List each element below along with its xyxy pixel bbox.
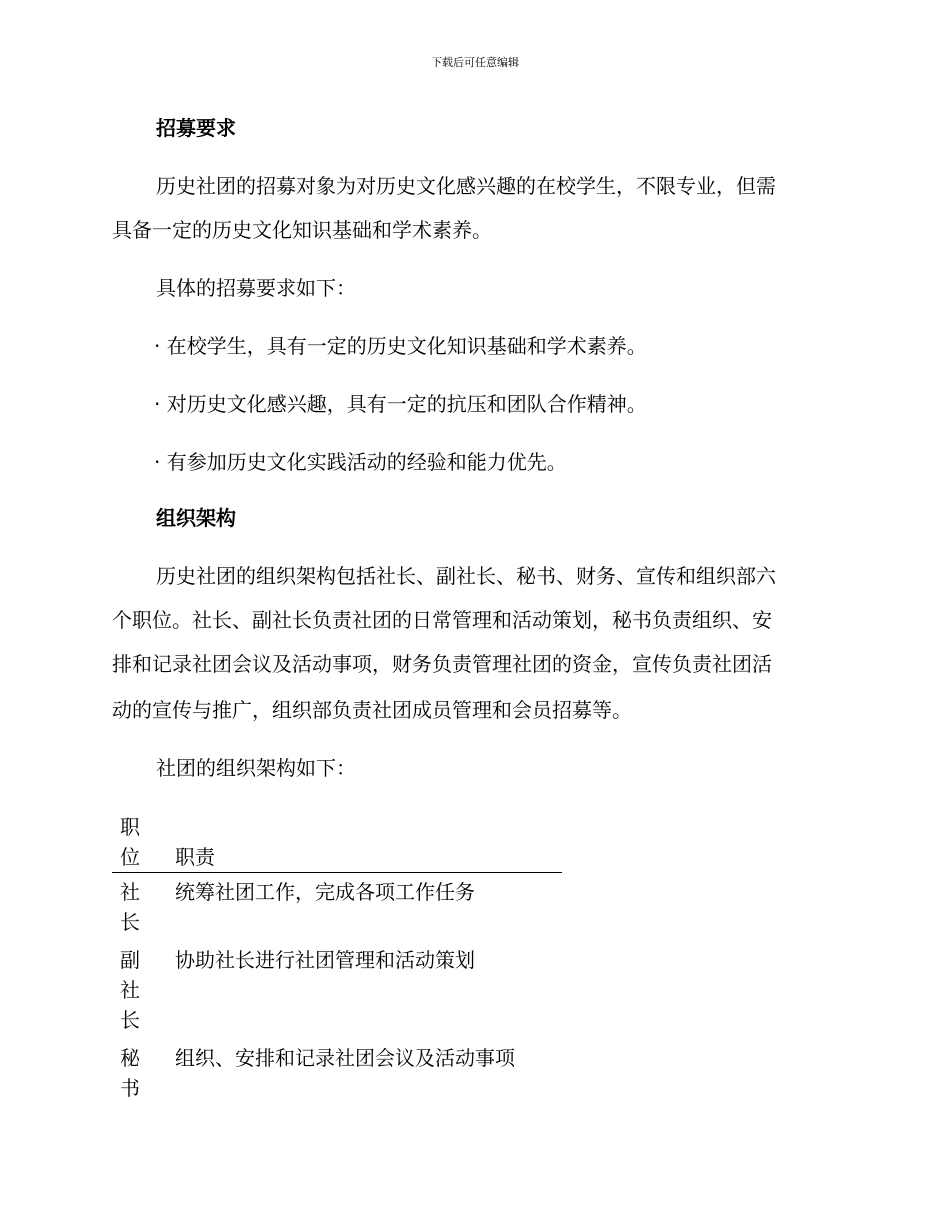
org-lead: 社团的组织架构如下： xyxy=(156,756,356,780)
role-duty: 协助社长进行社团管理和活动策划 xyxy=(175,948,475,972)
role-duty: 统筹社团工作，完成各项工作任务 xyxy=(175,880,475,904)
org-body-line-4: 动的宣传与推广，组织部负责社团成员管理和会员招募等。 xyxy=(112,698,632,722)
table-header-position: 职位 xyxy=(112,812,142,873)
table-row xyxy=(112,1039,562,1107)
role-duty: 组织、安排和记录社团会议及活动事项 xyxy=(175,1046,515,1070)
table-row xyxy=(112,873,562,942)
recruit-bullet: · 有参加历史文化实践活动的经验和能力优先。 xyxy=(154,450,567,474)
recruit-intro-line-2: 具备一定的历史文化知识基础和学术素养。 xyxy=(112,218,492,242)
page-header-note: 下载后可任意编辑 xyxy=(431,56,519,69)
section-heading-org: 组织架构 xyxy=(156,506,236,530)
org-body-line-1: 历史社团的组织架构包括社长、副社长、秘书、财务、宣传和组织部六 xyxy=(156,564,776,588)
recruit-lead: 具体的招募要求如下： xyxy=(156,276,356,300)
role-position: 社长 xyxy=(120,880,140,934)
table-header-row xyxy=(112,812,562,873)
table-row xyxy=(112,941,562,1039)
table-header-duty: 职责 xyxy=(142,812,562,873)
recruit-bullet: · 对历史文化感兴趣，具有一定的抗压和团队合作精神。 xyxy=(154,392,647,416)
org-body-line-2: 个职位。社长、副社长负责社团的日常管理和活动策划，秘书负责组织、安 xyxy=(112,608,772,632)
recruit-intro-line-1: 历史社团的招募对象为对历史文化感兴趣的在校学生，不限专业，但需 xyxy=(156,174,776,198)
role-position: 副社长 xyxy=(120,948,140,1032)
section-heading-recruit: 招募要求 xyxy=(156,116,236,140)
recruit-bullet: · 在校学生，具有一定的历史文化知识基础和学术素养。 xyxy=(154,334,647,358)
org-roles-table xyxy=(112,812,562,1107)
org-body-line-3: 排和记录社团会议及活动事项，财务负责管理社团的资金，宣传负责社团活 xyxy=(112,652,772,676)
role-position: 秘书 xyxy=(120,1046,140,1100)
